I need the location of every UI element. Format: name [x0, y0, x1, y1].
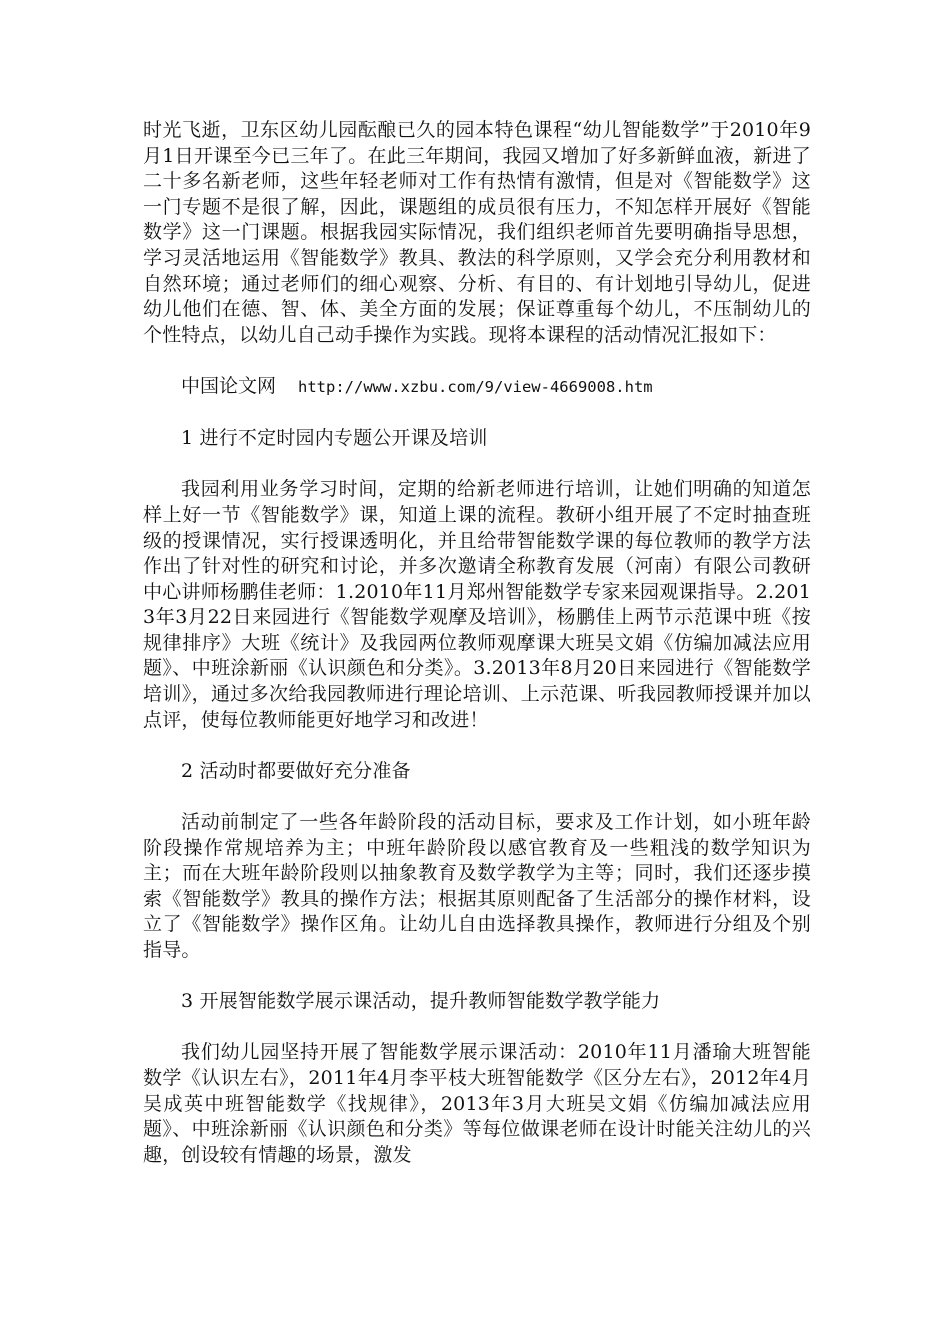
section-3-body: 我们幼儿园坚持开展了智能数学展示课活动：2010年11月潘瑜大班智能数学《认识左右》，2011年4月李平枝大班智能数学《区分左右》，2012年4月吴成英中班智能数学《找规律》，2013年3月大班吴文娟《仿编加减法应用题》、中班涂新丽《认识颜色和分类》等每位做课老师在设计时能关注幼儿的兴趣，创设较有情趣的场景，激发 — [143, 1041, 811, 1166]
section-2-body: 活动前制定了一些各年龄阶段的活动目标，要求及工作计划，如小班年龄阶段操作常规培养为主；中班年龄阶段以感官教育及一些粗浅的数学知识为主；而在大班年龄阶段则以抽象教育及数学教学为主等；同时，我们还逐步摸索《智能数学》教具的操作方法；根据其原则配备了生活部分的操作材料，设立了《智能数学》操作区角。让幼儿自由选择教具操作，教师进行分组及个别指导。 — [143, 811, 811, 961]
spacer — [143, 348, 811, 374]
section-1-heading: 1 进行不定时园内专题公开课及培训 — [181, 427, 488, 450]
intro-paragraph: 时光飞逝，卫东区幼儿园酝酿已久的园本特色课程“幼儿智能数学”于2010年9月1日开课至今已三年了。在此三年期间，我园又增加了好多新鲜血液，新进了二十多名新老师，这些年轻老师对工作有热情有激情，但是对《智能数学》这一门专题不是很了解，因此，课题组的成员很有压力，不知怎样开展好《智能数学》这一门课题。根据我园实际情况，我们组织老师首先要明确指导思想，学习灵活地运用《智能数学》教具、教法的科学原则，又学会充分利用教材和自然环境；通过老师们的细心观察、分析、有目的、有计划地引导幼儿，促进幼儿他们在德、智、体、美全方面的发展；保证尊重每个幼儿，不压制幼儿的个性特点，以幼儿自己动手操作为实践。现将本课程的活动情况汇报如下： — [143, 119, 811, 346]
spacer — [143, 452, 811, 478]
section-1-body: 我园利用业务学习时间，定期的给新老师进行培训，让她们明确的知道怎样上好一节《智能数学》课，知道上课的流程。教研小组开展了不定时抽查班级的授课情况，实行授课透明化，并且给带智能数学课的每位教师的教学方法作出了针对性的研究和讨论，并多次邀请全称教育发展（河南）有限公司教研中心讲师杨鹏佳老师：1.2010年11月郑州智能数学专家来园观课指导。2.2013年3月22日来园进行《智能数学观摩及培训》，杨鹏佳上两节示范课中班《按规律排序》大班《统计》及我园两位教师观摩课大班吴文娟《仿编加减法应用题》、中班涂新丽《认识颜色和分类》。3.2013年8月20日来园进行《智能数学培训》，通过多次给我园教师进行理论培训、上示范课、听我园教师授课并加以点评，使每位教师能更好地学习和改进！ — [143, 478, 811, 731]
source-line — [143, 374, 811, 401]
section-2-heading: 2 活动时都要做好充分准备 — [181, 759, 411, 782]
spacer — [143, 784, 811, 810]
source-url-link[interactable]: http://www.xzbu.com/9/view-4669008.htm — [298, 377, 653, 396]
spacer — [143, 401, 811, 427]
document-page — [143, 118, 811, 1168]
spacer — [143, 733, 811, 759]
source-label: 中国论文网 — [181, 374, 277, 397]
spacer — [143, 964, 811, 990]
spacer — [143, 1015, 811, 1041]
section-3-heading: 3 开展智能数学展示课活动，提升教师智能数学教学能力 — [181, 990, 661, 1013]
